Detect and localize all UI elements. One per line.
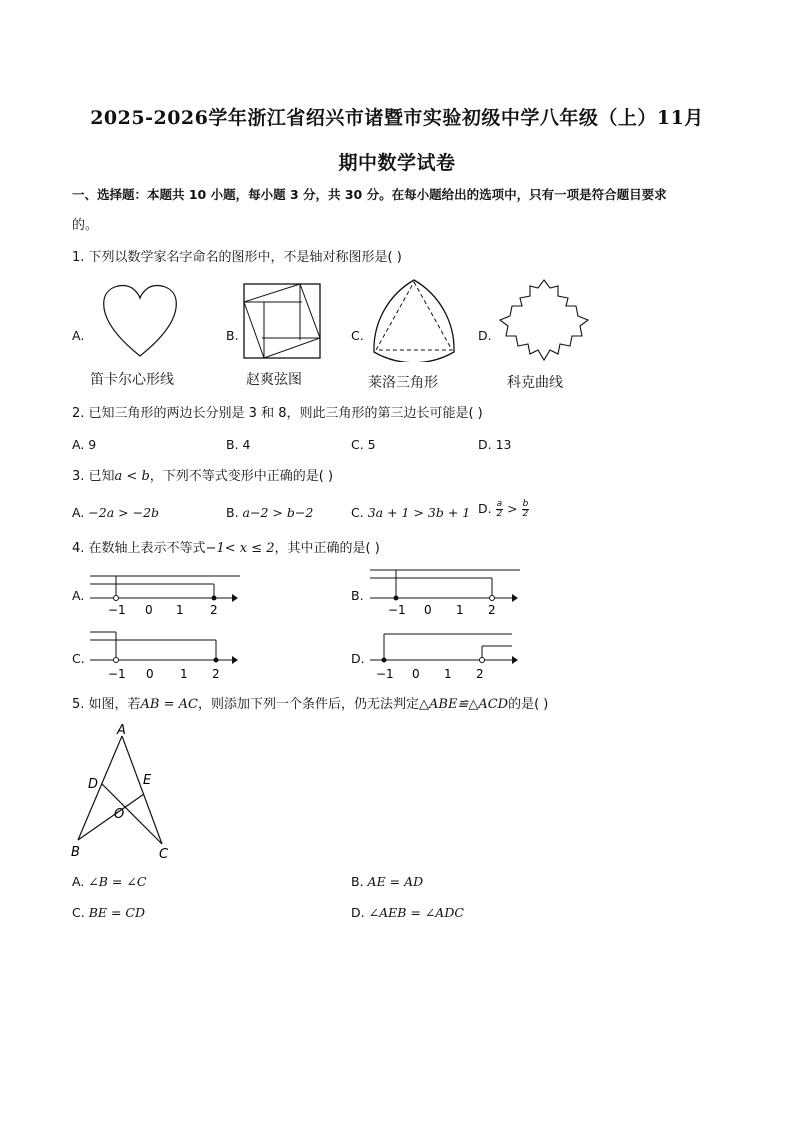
tick-label: 2 <box>476 667 484 681</box>
tick-label: 0 <box>145 603 153 617</box>
q2-option-d: D. 13 <box>478 437 512 452</box>
q1-option-b-letter: B. <box>226 328 239 343</box>
vertex-label-b: B <box>71 845 80 860</box>
q3-option-b-expr: a−2 > b−2 <box>242 505 314 520</box>
q5-option-a <box>72 874 146 889</box>
q3-option-c <box>351 505 470 520</box>
q5-option-d-letter: D. <box>351 905 365 920</box>
tick-label: −1 <box>388 603 406 617</box>
q3-option-a-expr: −2a > −2b <box>88 505 160 520</box>
q1-option-d-letter: D. <box>478 328 492 343</box>
q4-stem-post: ，其中正确的是( ) <box>274 541 380 556</box>
q3-option-d-frac-a: $\frac{a}{2}$ <box>496 499 503 519</box>
q4-option-a-letter: A. <box>72 588 85 603</box>
q5-option-b-letter: B. <box>351 874 364 889</box>
q2-option-a: A. 9 <box>72 437 97 452</box>
q3-option-a-letter: A. <box>72 505 85 520</box>
tick-label: 2 <box>212 667 220 681</box>
q3-stem-post: ，下列不等式变形中正确的是( ) <box>149 469 334 484</box>
q5-option-a-letter: A. <box>72 874 85 889</box>
q3-stem-math: a < b <box>114 469 150 484</box>
question-4-stem <box>72 540 380 558</box>
tick-label: −1 <box>108 667 126 681</box>
q5-stem-math: AB = AC <box>140 697 198 712</box>
tick-label: 1 <box>444 667 452 681</box>
q5-option-d <box>351 905 464 920</box>
q4-option-a-numberline <box>88 566 248 622</box>
triangle-figure <box>66 722 186 866</box>
q4-option-d-numberline <box>368 628 528 684</box>
question-5-stem <box>72 696 548 714</box>
q1-option-c-letter: C. <box>351 328 364 343</box>
q3-option-b <box>226 505 313 520</box>
q3-stem-pre: 3. 已知 <box>72 469 115 484</box>
q3-option-d <box>478 500 529 519</box>
q3-option-d-letter: D. <box>478 501 492 516</box>
q1-option-b-caption: 赵爽弦图 <box>246 372 302 388</box>
vertex-label-e: E <box>143 773 152 788</box>
q3-option-d-frac-b: $\frac{b}{2}$ <box>522 499 529 519</box>
tick-label: 1 <box>180 667 188 681</box>
q3-option-c-letter: C. <box>351 505 364 520</box>
q3-option-b-letter: B. <box>226 505 239 520</box>
q5-option-c-letter: C. <box>72 905 85 920</box>
tick-label: 0 <box>424 603 432 617</box>
q4-option-b-numberline <box>368 566 528 622</box>
question-3-stem <box>72 468 333 486</box>
vertex-label-a: A <box>117 723 126 738</box>
koch-curve-icon <box>496 276 592 366</box>
zhao-shuang-diagram-icon <box>242 282 322 360</box>
q5-stem-pre: 5. 如图，若 <box>72 697 141 712</box>
tick-label: 2 <box>488 603 496 617</box>
q1-option-c-caption: 莱洛三角形 <box>368 375 438 391</box>
q3-option-d-rel: > <box>507 501 518 516</box>
q4-option-b-letter: B. <box>351 588 364 603</box>
exam-title-line1: 2025-2026学年浙江省绍兴市诸暨市实验初级中学八年级（上）11月 <box>90 107 704 129</box>
tick-label: 2 <box>210 603 218 617</box>
q4-option-d-letter: D. <box>351 651 365 666</box>
q5-option-b <box>351 874 423 889</box>
q5-option-c <box>72 905 145 920</box>
tick-label: −1 <box>376 667 394 681</box>
q5-stem-post: 的是( ) <box>508 697 549 712</box>
q5-option-d-expr: ∠AEB = ∠ADC <box>368 905 464 920</box>
section-heading-cont: 的。 <box>72 218 99 233</box>
question-2-stem: 2. 已知三角形的两边长分别是 3 和 8，则此三角形的第三边长可能是( ) <box>72 406 483 421</box>
q5-stem-mid: ，则添加下列一个条件后，仍无法判定 <box>197 697 419 712</box>
q4-option-c-letter: C. <box>72 651 85 666</box>
reuleaux-triangle-icon <box>368 276 460 362</box>
exam-title-line2: 期中数学试卷 <box>338 152 456 174</box>
q2-option-b: B. 4 <box>226 437 251 452</box>
q2-option-c: C. 5 <box>351 437 376 452</box>
q5-option-b-expr: AE = AD <box>367 874 424 889</box>
vertex-label-o: O <box>114 807 125 822</box>
section-heading: 一、选择题：本题共 10 小题，每小题 3 分，共 30 分。在每小题给出的选项中，只有一项是符合题目要求 <box>72 187 667 202</box>
tick-label: 1 <box>456 603 464 617</box>
tick-label: 1 <box>176 603 184 617</box>
heart-curve-icon <box>100 282 180 360</box>
tick-label: −1 <box>108 603 126 617</box>
q5-option-a-expr: ∠B = ∠C <box>88 874 147 889</box>
q5-stem-math2: △ABE≌△ACD <box>419 697 509 712</box>
q4-stem-math: −1< x ≤ 2 <box>205 541 275 556</box>
q3-option-a <box>72 505 159 520</box>
q1-option-a-caption: 笛卡尔心形线 <box>90 372 174 388</box>
q1-option-d-caption: 科克曲线 <box>507 375 563 391</box>
tick-label: 0 <box>146 667 154 681</box>
q3-option-c-expr: 3a + 1 > 3b + 1 <box>367 505 471 520</box>
vertex-label-d: D <box>88 777 99 792</box>
q4-option-c-numberline <box>88 628 248 684</box>
q1-option-a-letter: A. <box>72 328 85 343</box>
q5-option-c-expr: BE = CD <box>88 905 146 920</box>
q4-stem-pre: 4. 在数轴上表示不等式 <box>72 541 206 556</box>
question-1-stem: 1. 下列以数学家名字命名的图形中，不是轴对称图形是( ) <box>72 250 402 265</box>
vertex-label-c: C <box>159 847 169 862</box>
tick-label: 0 <box>412 667 420 681</box>
